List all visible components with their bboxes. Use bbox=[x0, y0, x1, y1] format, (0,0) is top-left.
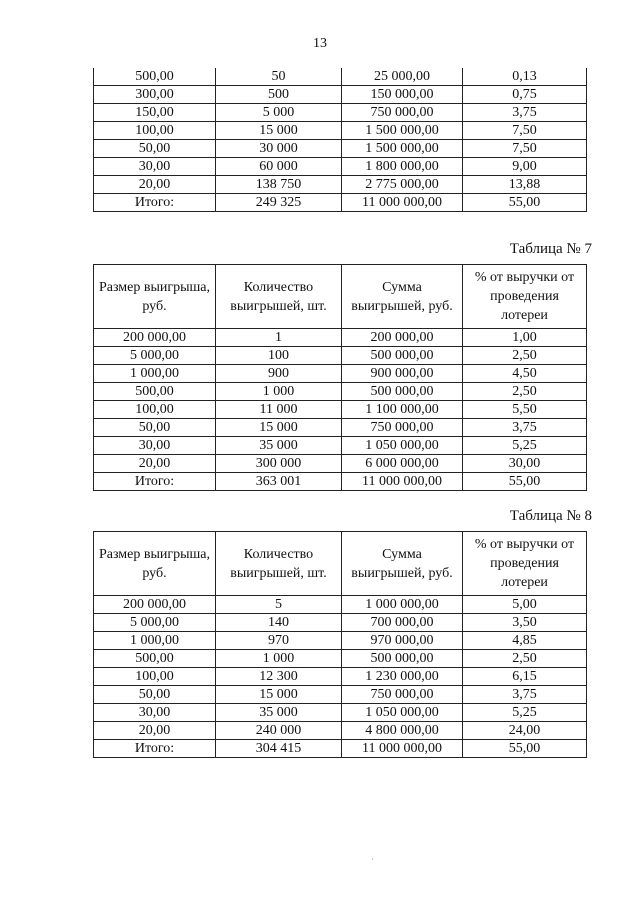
table-row bbox=[94, 686, 587, 704]
table-row bbox=[94, 104, 587, 122]
cell-prize-sum: 500 000,00 bbox=[342, 383, 463, 401]
cell-prize-count: 500 bbox=[216, 86, 342, 104]
cell-prize-count: 50 bbox=[216, 68, 342, 86]
cell-revenue-percent: 0,75 bbox=[463, 86, 587, 104]
cell-prize-size: 100,00 bbox=[94, 668, 216, 686]
total-row bbox=[94, 194, 587, 212]
table-row bbox=[94, 722, 587, 740]
cell-revenue-percent: 2,50 bbox=[463, 383, 587, 401]
table-body bbox=[94, 596, 587, 758]
table-body bbox=[94, 68, 587, 212]
cell-prize-size: 1 000,00 bbox=[94, 632, 216, 650]
cell-prize-size: 20,00 bbox=[94, 722, 216, 740]
cell-prize-count: 900 bbox=[216, 365, 342, 383]
cell-prize-count: 138 750 bbox=[216, 176, 342, 194]
table-row bbox=[94, 122, 587, 140]
header-prize-size: Размер выигрыша, руб. bbox=[94, 532, 216, 596]
cell-prize-count: 140 bbox=[216, 614, 342, 632]
table-row bbox=[94, 158, 587, 176]
cell-prize-size: 30,00 bbox=[94, 704, 216, 722]
table-row bbox=[94, 140, 587, 158]
cell-prize-sum: 1 100 000,00 bbox=[342, 401, 463, 419]
cell-prize-size: 20,00 bbox=[94, 455, 216, 473]
page-number: 13 bbox=[313, 36, 327, 51]
cell-prize-count: 363 001 bbox=[216, 473, 342, 491]
cell-prize-count: 300 000 bbox=[216, 455, 342, 473]
cell-prize-sum: 1 800 000,00 bbox=[342, 158, 463, 176]
cell-prize-size: 1 000,00 bbox=[94, 365, 216, 383]
table-row bbox=[94, 650, 587, 668]
cell-prize-sum: 1 050 000,00 bbox=[342, 437, 463, 455]
cell-prize-count: 249 325 bbox=[216, 194, 342, 212]
cell-revenue-percent: 24,00 bbox=[463, 722, 587, 740]
cell-prize-size: 150,00 bbox=[94, 104, 216, 122]
cell-prize-sum: 6 000 000,00 bbox=[342, 455, 463, 473]
header-prize-count: Количество выигрышей, шт. bbox=[216, 532, 342, 596]
cell-prize-sum: 1 500 000,00 bbox=[342, 122, 463, 140]
cell-prize-sum: 11 000 000,00 bbox=[342, 740, 463, 758]
prize-table-7 bbox=[93, 264, 587, 491]
header-revenue-percent: % от выручки от проведения лотереи bbox=[463, 532, 587, 596]
cell-prize-count: 1 bbox=[216, 329, 342, 347]
cell-prize-sum: 11 000 000,00 bbox=[342, 194, 463, 212]
prize-table-8 bbox=[93, 531, 587, 758]
table-header bbox=[94, 532, 587, 596]
cell-revenue-percent: 6,15 bbox=[463, 668, 587, 686]
cell-revenue-percent: 3,50 bbox=[463, 614, 587, 632]
cell-revenue-percent: 4,50 bbox=[463, 365, 587, 383]
table-row bbox=[94, 86, 587, 104]
cell-prize-sum: 2 775 000,00 bbox=[342, 176, 463, 194]
cell-prize-size: 100,00 bbox=[94, 122, 216, 140]
cell-prize-sum: 200 000,00 bbox=[342, 329, 463, 347]
cell-prize-sum: 500 000,00 bbox=[342, 347, 463, 365]
cell-revenue-percent: 7,50 bbox=[463, 122, 587, 140]
cell-prize-size: 50,00 bbox=[94, 419, 216, 437]
cell-prize-sum: 1 050 000,00 bbox=[342, 704, 463, 722]
header-prize-size: Размер выигрыша, руб. bbox=[94, 265, 216, 329]
cell-revenue-percent: 55,00 bbox=[463, 740, 587, 758]
cell-prize-size: Итого: bbox=[94, 194, 216, 212]
cell-prize-size: 30,00 bbox=[94, 158, 216, 176]
table-7-caption: Таблица № 7 bbox=[509, 241, 592, 257]
cell-revenue-percent: 9,00 bbox=[463, 158, 587, 176]
cell-prize-sum: 150 000,00 bbox=[342, 86, 463, 104]
table-row bbox=[94, 176, 587, 194]
cell-revenue-percent: 5,25 bbox=[463, 704, 587, 722]
cell-revenue-percent: 3,75 bbox=[463, 104, 587, 122]
table-row bbox=[94, 329, 587, 347]
cell-revenue-percent: 3,75 bbox=[463, 686, 587, 704]
cell-prize-size: 500,00 bbox=[94, 68, 216, 86]
table-row bbox=[94, 419, 587, 437]
cell-revenue-percent: 55,00 bbox=[463, 194, 587, 212]
cell-prize-sum: 1 500 000,00 bbox=[342, 140, 463, 158]
cell-prize-sum: 750 000,00 bbox=[342, 419, 463, 437]
cell-prize-sum: 900 000,00 bbox=[342, 365, 463, 383]
table-8-caption: Таблица № 8 bbox=[509, 508, 592, 524]
cell-prize-count: 12 300 bbox=[216, 668, 342, 686]
cell-prize-count: 5 bbox=[216, 596, 342, 614]
cell-revenue-percent: 3,75 bbox=[463, 419, 587, 437]
header-revenue-percent: % от выручки от проведения лотереи bbox=[463, 265, 587, 329]
cell-prize-size: 50,00 bbox=[94, 140, 216, 158]
table-row bbox=[94, 383, 587, 401]
cell-prize-count: 5 000 bbox=[216, 104, 342, 122]
cell-revenue-percent: 55,00 bbox=[463, 473, 587, 491]
cell-revenue-percent: 4,85 bbox=[463, 632, 587, 650]
table-row bbox=[94, 437, 587, 455]
table-row bbox=[94, 614, 587, 632]
cell-prize-count: 60 000 bbox=[216, 158, 342, 176]
cell-prize-count: 240 000 bbox=[216, 722, 342, 740]
cell-prize-sum: 4 800 000,00 bbox=[342, 722, 463, 740]
table-row bbox=[94, 347, 587, 365]
cell-prize-count: 30 000 bbox=[216, 140, 342, 158]
table-row bbox=[94, 704, 587, 722]
cell-prize-sum: 11 000 000,00 bbox=[342, 473, 463, 491]
cell-prize-count: 1 000 bbox=[216, 383, 342, 401]
cell-prize-size: 30,00 bbox=[94, 437, 216, 455]
cell-revenue-percent: 5,00 bbox=[463, 596, 587, 614]
table-row bbox=[94, 455, 587, 473]
table-header bbox=[94, 265, 587, 329]
table-row bbox=[94, 668, 587, 686]
cell-prize-size: 500,00 bbox=[94, 383, 216, 401]
scan-speck: ˙ bbox=[371, 857, 374, 867]
cell-revenue-percent: 13,88 bbox=[463, 176, 587, 194]
cell-prize-size: 50,00 bbox=[94, 686, 216, 704]
cell-revenue-percent: 2,50 bbox=[463, 650, 587, 668]
cell-revenue-percent: 30,00 bbox=[463, 455, 587, 473]
cell-prize-size: 5 000,00 bbox=[94, 614, 216, 632]
table-row bbox=[94, 632, 587, 650]
cell-prize-size: 500,00 bbox=[94, 650, 216, 668]
prize-table-6-continuation bbox=[93, 68, 587, 212]
cell-prize-count: 15 000 bbox=[216, 686, 342, 704]
cell-prize-count: 970 bbox=[216, 632, 342, 650]
cell-prize-sum: 1 230 000,00 bbox=[342, 668, 463, 686]
cell-prize-size: 200 000,00 bbox=[94, 329, 216, 347]
total-row bbox=[94, 740, 587, 758]
cell-revenue-percent: 7,50 bbox=[463, 140, 587, 158]
header-prize-count: Количество выигрышей, шт. bbox=[216, 265, 342, 329]
cell-prize-sum: 750 000,00 bbox=[342, 686, 463, 704]
cell-prize-count: 100 bbox=[216, 347, 342, 365]
cell-prize-size: 300,00 bbox=[94, 86, 216, 104]
table-row bbox=[94, 596, 587, 614]
header-prize-sum: Сумма выигрышей, руб. bbox=[342, 265, 463, 329]
cell-prize-count: 11 000 bbox=[216, 401, 342, 419]
cell-prize-size: 200 000,00 bbox=[94, 596, 216, 614]
cell-prize-sum: 1 000 000,00 bbox=[342, 596, 463, 614]
cell-prize-count: 15 000 bbox=[216, 419, 342, 437]
cell-prize-count: 304 415 bbox=[216, 740, 342, 758]
cell-prize-count: 15 000 bbox=[216, 122, 342, 140]
cell-prize-size: 20,00 bbox=[94, 176, 216, 194]
cell-prize-count: 35 000 bbox=[216, 704, 342, 722]
cell-prize-size: 100,00 bbox=[94, 401, 216, 419]
cell-prize-count: 35 000 bbox=[216, 437, 342, 455]
header-prize-sum: Сумма выигрышей, руб. bbox=[342, 532, 463, 596]
table-row bbox=[94, 401, 587, 419]
table-row bbox=[94, 365, 587, 383]
cell-prize-sum: 500 000,00 bbox=[342, 650, 463, 668]
cell-revenue-percent: 5,50 bbox=[463, 401, 587, 419]
cell-prize-sum: 750 000,00 bbox=[342, 104, 463, 122]
cell-revenue-percent: 5,25 bbox=[463, 437, 587, 455]
table-body bbox=[94, 329, 587, 491]
cell-revenue-percent: 2,50 bbox=[463, 347, 587, 365]
cell-prize-size: Итого: bbox=[94, 473, 216, 491]
table-row bbox=[94, 68, 587, 86]
total-row bbox=[94, 473, 587, 491]
cell-revenue-percent: 1,00 bbox=[463, 329, 587, 347]
cell-prize-sum: 970 000,00 bbox=[342, 632, 463, 650]
cell-prize-size: Итого: bbox=[94, 740, 216, 758]
cell-prize-sum: 700 000,00 bbox=[342, 614, 463, 632]
cell-revenue-percent: 0,13 bbox=[463, 68, 587, 86]
cell-prize-sum: 25 000,00 bbox=[342, 68, 463, 86]
cell-prize-count: 1 000 bbox=[216, 650, 342, 668]
cell-prize-size: 5 000,00 bbox=[94, 347, 216, 365]
